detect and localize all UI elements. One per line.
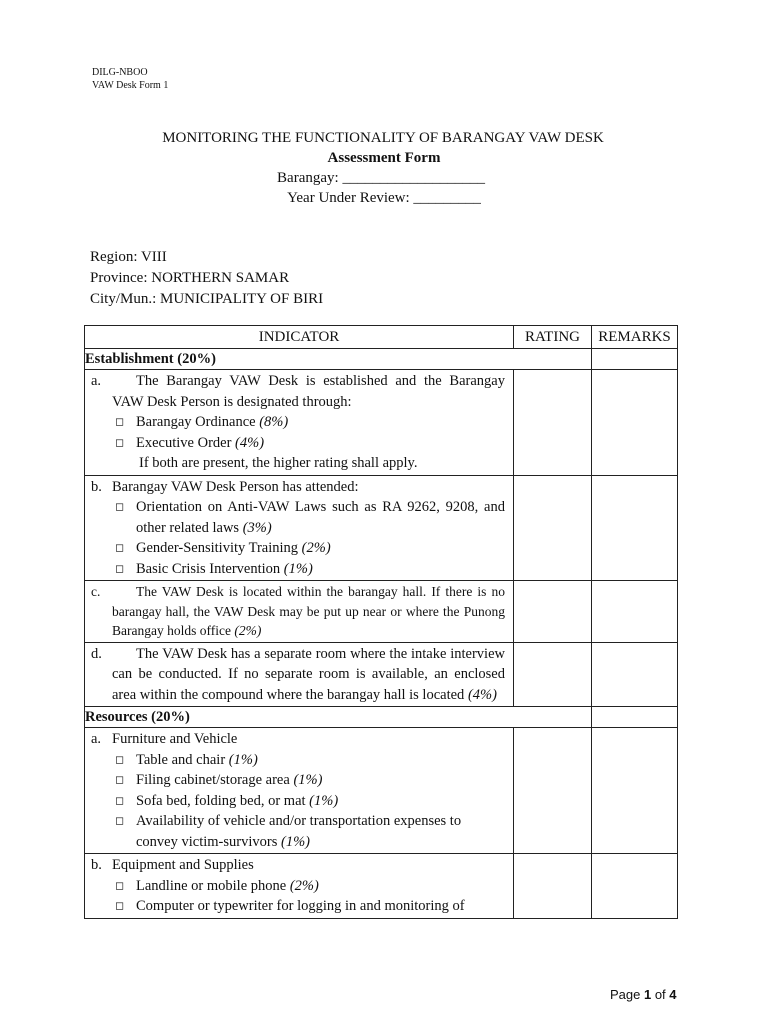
form-number: VAW Desk Form 1 [92, 80, 169, 91]
rating-cell[interactable] [514, 475, 592, 581]
note-text: If both are present, the higher rating shall apply. [139, 455, 418, 471]
checkbox-icon[interactable]: ◻ [115, 900, 125, 912]
list-item [91, 770, 505, 791]
list-item [91, 433, 505, 454]
rating-header: RATING [514, 326, 592, 349]
remarks-cell[interactable] [592, 581, 678, 643]
checkbox-icon[interactable]: ◻ [115, 774, 125, 786]
list-item [91, 497, 505, 538]
rating-cell[interactable] [514, 370, 592, 476]
item-label: b. [91, 857, 102, 873]
option-text: Orientation on Anti-VAW Laws such as RA 9262, 9208, and other related laws [136, 499, 505, 536]
weight-text: (8%) [259, 414, 289, 430]
remarks-cell[interactable] [592, 707, 678, 728]
weight-text: (2%) [234, 623, 262, 638]
indicator-cell [85, 370, 514, 476]
form-subtitle: Assessment Form [327, 150, 441, 166]
option-text: Landline or mobile phone [136, 877, 290, 894]
weight-text: (4%) [467, 686, 497, 703]
option-text: Executive Order [136, 434, 236, 451]
section-row [85, 349, 678, 370]
barangay-field[interactable]: Barangay: ___________________ [277, 170, 485, 186]
checkbox-icon[interactable]: ◻ [115, 753, 125, 766]
weight-text: (2%) [289, 877, 319, 894]
indicator-header: INDICATOR [85, 326, 514, 349]
indicator-cell [85, 728, 514, 854]
indicator-text: The VAW Desk is located within the barangay hall. If there is no barangay hall, the VAW Desk may be put up near or where the Punong Barangay holds office [112, 584, 505, 638]
form-code [92, 66, 168, 92]
section-row [85, 707, 678, 728]
list-item [91, 412, 505, 433]
indicator-text: The Barangay VAW Desk is established and the Barangay VAW Desk Person is designated through: [112, 373, 505, 410]
list-item [91, 896, 505, 917]
option-text: Availability of vehicle and/or transportation expenses to convey victim-survivors [136, 813, 462, 850]
table-row [85, 642, 678, 707]
indicator-text: Equipment and Supplies [112, 857, 254, 873]
checkbox-icon[interactable]: ◻ [115, 815, 125, 827]
current-page: 1 [643, 987, 652, 1002]
city-text: City/Mun.: MUNICIPALITY OF BIRI [90, 291, 324, 307]
list-item [91, 559, 505, 580]
weight-text: (3%) [242, 519, 272, 536]
checkbox-icon[interactable]: ◻ [115, 416, 125, 428]
form-heading [0, 128, 768, 208]
form-title: MONITORING THE FUNCTIONALITY OF BARANGAY VAW DESK [162, 130, 604, 146]
item-label: c. [91, 584, 101, 599]
list-item [91, 876, 505, 897]
list-item [91, 538, 505, 559]
indicator-cell [85, 642, 514, 707]
list-item [91, 811, 505, 852]
weight-text: (2%) [301, 540, 331, 556]
province-text: Province: NORTHERN SAMAR [90, 270, 290, 286]
option-text: Basic Crisis Intervention [136, 560, 284, 577]
remarks-cell[interactable] [592, 349, 678, 370]
remarks-cell[interactable] [592, 370, 678, 476]
list-item [91, 791, 505, 812]
checkbox-icon[interactable]: ◻ [115, 879, 125, 892]
table-row [85, 728, 678, 854]
remarks-cell[interactable] [592, 728, 678, 854]
year-under-review-field[interactable]: Year Under Review: _________ [287, 190, 481, 206]
page-word: Page [610, 987, 644, 1002]
checkbox-icon[interactable]: ◻ [115, 542, 125, 554]
assessment-table [84, 325, 678, 919]
section-resources: Resources (20%) [85, 707, 592, 728]
checkbox-icon[interactable]: ◻ [115, 501, 125, 513]
option-text: Computer or typewriter for logging in and monitoring of [136, 898, 465, 914]
indicator-cell [85, 854, 514, 919]
table-header-row [85, 326, 678, 349]
checkbox-icon[interactable]: ◻ [115, 436, 125, 449]
page-number [610, 987, 677, 1002]
option-text: Barangay Ordinance [136, 414, 260, 430]
weight-text: (1%) [280, 833, 310, 850]
item-label: d. [91, 645, 102, 662]
remarks-header: REMARKS [592, 326, 678, 349]
region-text: Region: VIII [90, 249, 167, 265]
rating-cell[interactable] [514, 728, 592, 854]
checkbox-icon[interactable]: ◻ [115, 794, 125, 807]
table-row [85, 854, 678, 919]
item-label: b. [91, 478, 102, 495]
option-text: Table and chair [136, 751, 229, 768]
table-row [85, 475, 678, 581]
section-establishment: Establishment (20%) [85, 349, 592, 370]
form-agency-code: DILG-NBOO [92, 67, 148, 78]
rating-cell[interactable] [514, 854, 592, 919]
option-text: Filing cabinet/storage area [136, 772, 294, 788]
option-text: Sofa bed, folding bed, or mat [136, 792, 310, 809]
table-row [85, 581, 678, 643]
list-item [91, 750, 505, 771]
weight-text: (1%) [293, 772, 323, 788]
item-label: a. [91, 731, 102, 747]
indicator-text: Barangay VAW Desk Person has attended: [112, 478, 359, 495]
location-info [90, 247, 323, 310]
indicator-cell [85, 581, 514, 643]
remarks-cell[interactable] [592, 854, 678, 919]
remarks-cell[interactable] [592, 642, 678, 707]
weight-text: (1%) [228, 751, 258, 768]
table-row [85, 370, 678, 476]
indicator-text: The VAW Desk has a separate room where the intake interview can be conducted. If no separate room is available, an enclosed area within the compound where the barangay hall is located [112, 645, 505, 703]
rating-cell[interactable] [514, 581, 592, 643]
indicator-text: Furniture and Vehicle [112, 731, 238, 747]
checkbox-icon[interactable]: ◻ [115, 562, 125, 575]
remarks-cell[interactable] [592, 475, 678, 581]
weight-text: (4%) [235, 434, 265, 451]
weight-text: (1%) [283, 560, 313, 577]
item-label: a. [91, 373, 102, 389]
indicator-cell [85, 475, 514, 581]
weight-text: (1%) [309, 792, 339, 809]
option-text: Gender-Sensitivity Training [136, 540, 302, 556]
rating-cell[interactable] [514, 642, 592, 707]
of-word: of [651, 987, 670, 1002]
total-pages: 4 [669, 987, 677, 1002]
